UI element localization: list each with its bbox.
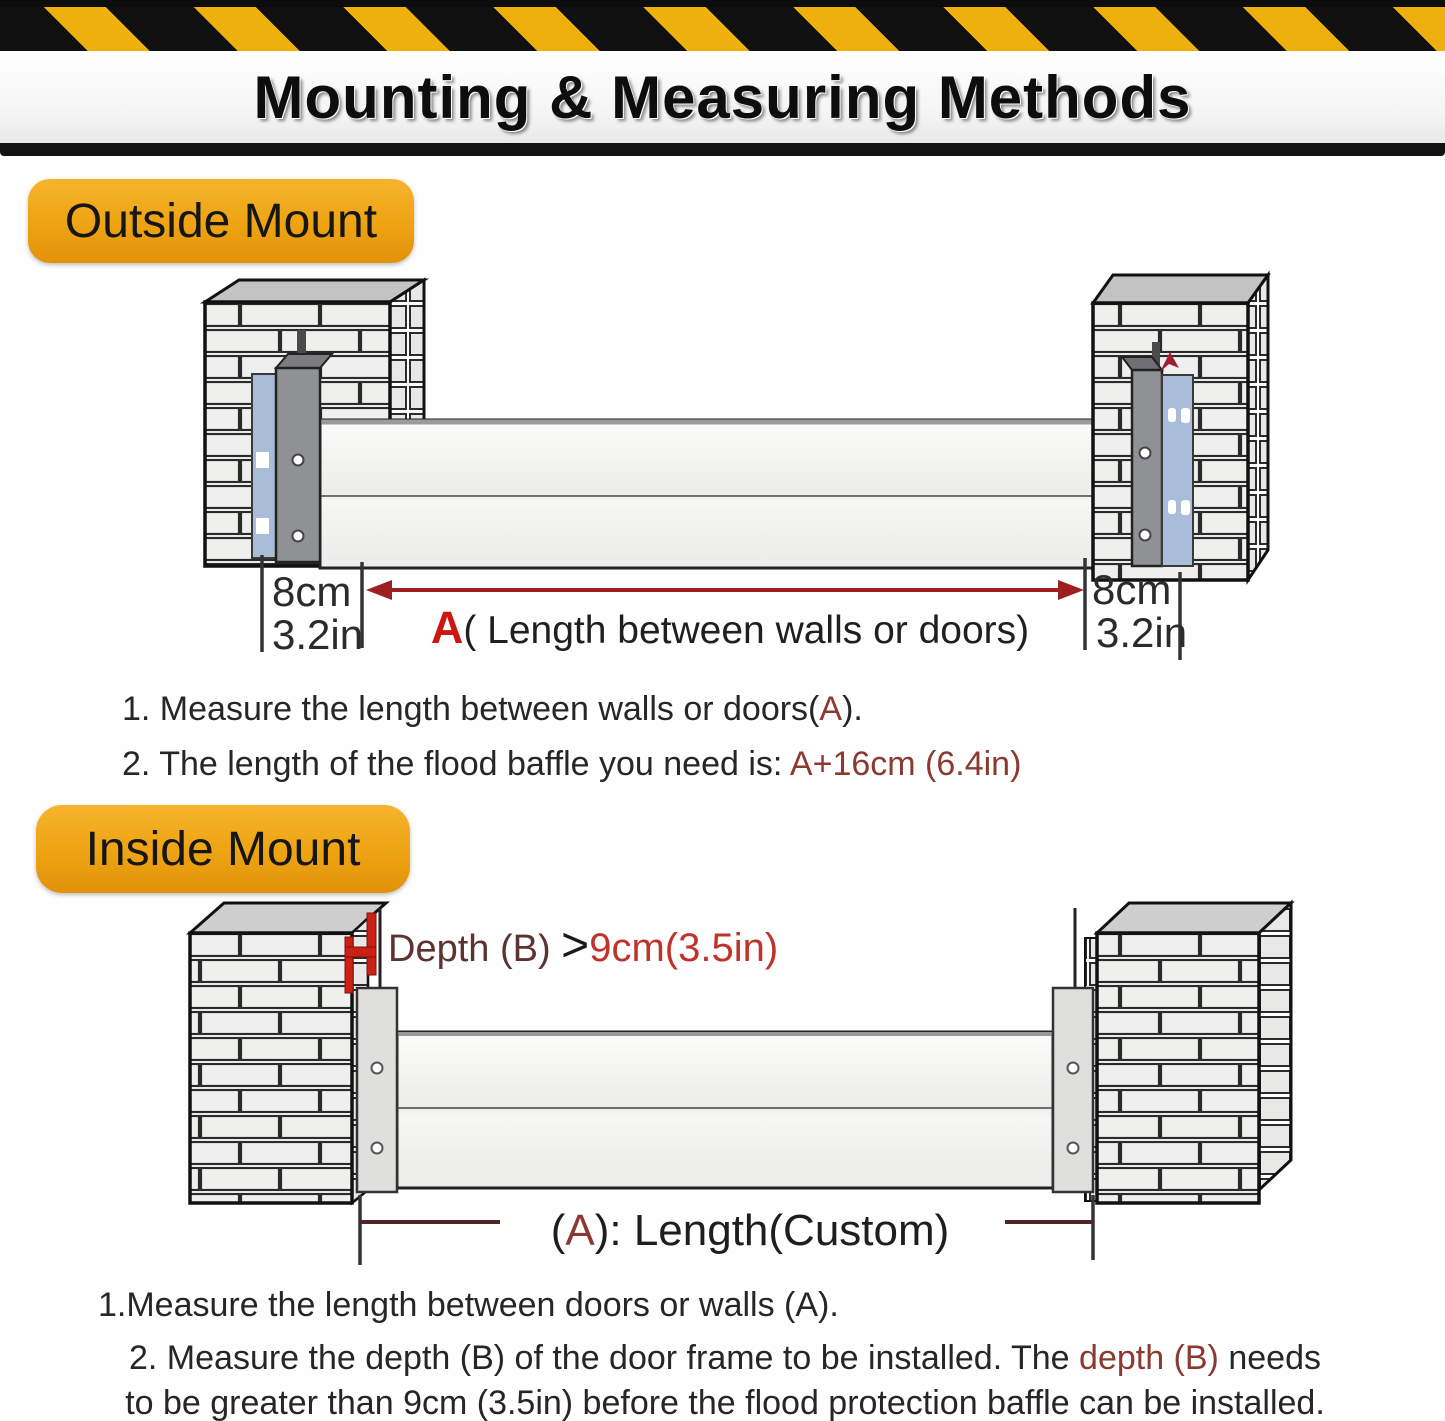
outside-step1-end: ). — [842, 690, 863, 728]
title-underline-bar — [0, 143, 1445, 156]
outside-step2-formula: A+16cm (6.4in) — [789, 745, 1022, 783]
inside-step-1: 1.Measure the length between doors or walls (A). — [98, 1286, 839, 1324]
outside-step2-text: 2. The length of the flood baffle you need is: — [122, 745, 790, 783]
depth-label — [388, 918, 778, 973]
inside-step2-depth: depth (B) — [1079, 1339, 1219, 1377]
depth-label-value: 9cm(3.5in) — [589, 926, 779, 970]
inside-length-label — [470, 1206, 1030, 1256]
length-open-paren: ( — [550, 1206, 566, 1255]
outside-left-dim-in: 3.2in — [272, 611, 364, 658]
inside-mount-badge-label: Inside Mount — [85, 822, 361, 876]
outside-step-2 — [122, 745, 1021, 784]
inside-step2-seg1: 2. Measure the depth (B) of the door frame to be installed. The — [129, 1339, 1080, 1377]
outside-step1-text: 1. Measure the length between walls or doors( — [122, 690, 820, 728]
outside-right-bracket — [1122, 352, 1193, 566]
page-title: Mounting & Measuring Methods — [253, 63, 1192, 131]
inside-step2-seg3: needs — [1218, 1339, 1321, 1377]
length-label-rest: ( Length between walls or doors) — [463, 609, 1030, 652]
length-rest: ): Length(Custom) — [594, 1206, 950, 1255]
outside-right-dim-cm: 8cm — [1092, 566, 1172, 613]
outside-left-dim-cm: 8cm — [272, 568, 352, 615]
depth-label-text: Depth (B) — [388, 928, 562, 970]
greater-than-sign: > — [561, 919, 590, 972]
caution-stripes — [0, 7, 1445, 51]
outside-length-label — [380, 602, 1080, 654]
outside-mount-badge-label: Outside Mount — [64, 194, 378, 248]
inside-barrier-panels — [397, 1032, 1053, 1188]
outside-barrier-panels — [320, 420, 1135, 568]
length-a: A — [565, 1206, 595, 1255]
title-band — [0, 51, 1445, 143]
inside-step2-line2: to be greater than 9cm (3.5in) before the flood protection baffle can be installed. — [125, 1383, 1325, 1421]
inside-step-2 — [42, 1336, 1408, 1421]
outside-step-1 — [122, 690, 863, 729]
outside-right-dim-in: 3.2in — [1096, 609, 1188, 656]
outside-step1-a: A — [819, 690, 843, 728]
outside-left-bracket — [252, 354, 332, 562]
length-arrow — [366, 580, 1084, 600]
inside-left-channel — [357, 988, 397, 1192]
length-label-a: A — [430, 602, 464, 653]
right-blue-channel — [1162, 375, 1193, 566]
inside-right-pillar — [1085, 903, 1291, 1203]
